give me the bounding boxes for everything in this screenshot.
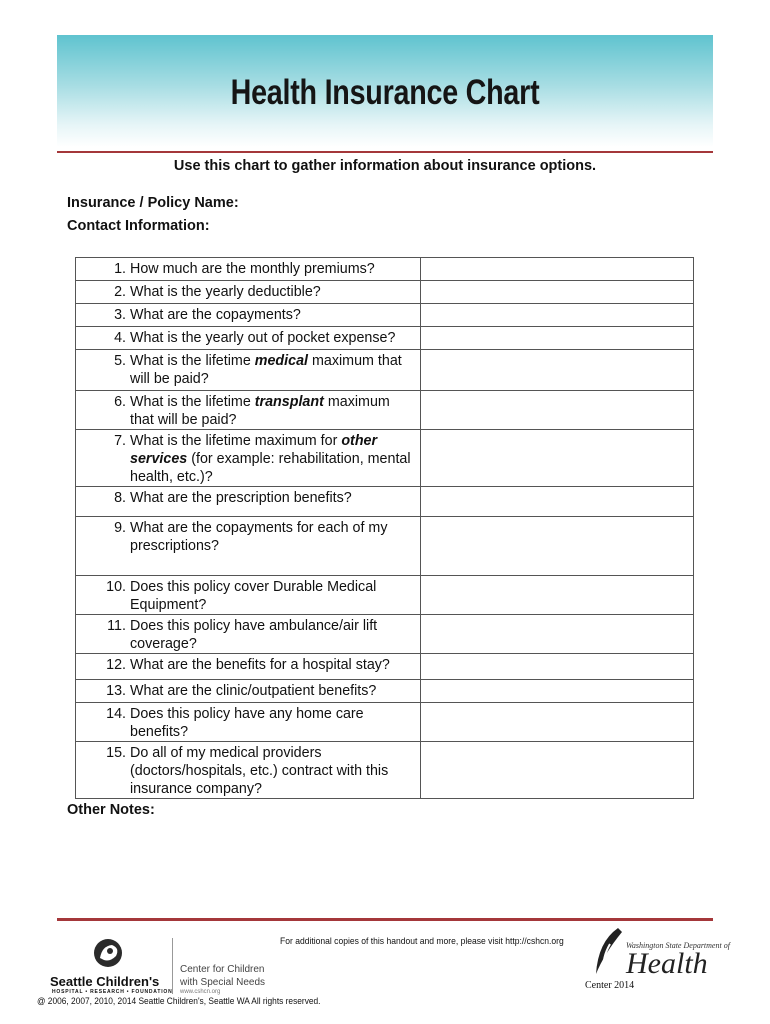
question-cell (76, 517, 421, 576)
seattle-childrens-tagline: HOSPITAL • RESEARCH • FOUNDATION (52, 989, 173, 995)
question-cell (76, 742, 421, 799)
wa-department-label: Washington State Department of (626, 941, 730, 950)
question-cell (76, 680, 421, 703)
question-text: What are the prescription benefits? (130, 490, 352, 506)
table-row (76, 350, 694, 391)
answer-cell[interactable] (420, 654, 693, 680)
answer-cell[interactable] (420, 350, 693, 391)
question-emphasis: other services (130, 433, 378, 467)
question-number: 12. (106, 657, 126, 673)
question-number: 5. (114, 353, 126, 369)
question-text (130, 352, 416, 388)
question-text: Do all of my medical providers (doctors/hospitals, etc.) contract with this insurance company? (130, 745, 389, 797)
answer-cell[interactable] (420, 615, 693, 654)
answer-cell[interactable] (420, 576, 693, 615)
question-cell (76, 576, 421, 615)
answer-cell[interactable] (420, 304, 693, 327)
question-text: What are the clinic/outpatient benefits? (130, 683, 377, 699)
question-text-part: (for example: rehabilitation, mental health, etc.)? (130, 451, 411, 485)
table-row (76, 258, 694, 281)
copies-note: For additional copies of this handout and more, please visit http://cshcn.org (280, 936, 564, 947)
table-row (76, 517, 694, 576)
answer-cell[interactable] (420, 680, 693, 703)
answer-cell[interactable] (420, 517, 693, 576)
question-text-part: What is the lifetime (130, 394, 255, 410)
question-cell (76, 654, 421, 680)
question-cell (76, 487, 421, 517)
table-row (76, 680, 694, 703)
cshcn-url: www.cshcn.org (180, 989, 221, 995)
question-cell (76, 258, 421, 281)
answer-cell[interactable] (420, 391, 693, 430)
question-number: 13. (106, 683, 126, 699)
subtitle: Use this chart to gather information about insurance options. (173, 158, 597, 174)
question-number: 8. (114, 490, 126, 506)
policy-name-label: Insurance / Policy Name: (67, 195, 239, 211)
question-text-part: What is the lifetime maximum for (130, 433, 342, 449)
table-row (76, 576, 694, 615)
question-cell (76, 703, 421, 742)
washington-health-logo-icon (590, 924, 630, 980)
questions-table (75, 257, 694, 799)
question-cell (76, 615, 421, 654)
copyright: @ 2006, 2007, 2010, 2014 Seattle Children's, Seattle WA All rights reserved. (37, 996, 321, 1007)
answer-cell[interactable] (420, 430, 693, 487)
table-row (76, 430, 694, 487)
question-cell (76, 327, 421, 350)
question-text: What is the yearly deductible? (130, 284, 321, 300)
question-emphasis: medical (254, 353, 308, 369)
question-cell (76, 304, 421, 327)
question-text: How much are the monthly premiums? (130, 261, 375, 277)
bottom-divider (57, 918, 713, 921)
question-text: Does this policy have any home care benefits? (130, 706, 364, 740)
other-notes-label: Other Notes: (67, 802, 155, 818)
answer-cell[interactable] (420, 742, 693, 799)
question-number: 10. (106, 579, 126, 595)
table-row (76, 615, 694, 654)
table-row (76, 654, 694, 680)
question-number: 1. (114, 261, 126, 277)
answer-cell[interactable] (420, 281, 693, 304)
page-title: Health Insurance Chart (230, 73, 540, 112)
wa-health-wordmark: Health (626, 947, 708, 980)
question-number: 9. (114, 520, 126, 536)
center-year: Center 2014 (585, 980, 635, 991)
question-number: 2. (114, 284, 126, 300)
question-text-part: maximum that will be paid? (130, 394, 390, 428)
question-cell (76, 281, 421, 304)
question-text (130, 432, 416, 486)
table-row (76, 304, 694, 327)
table-row (76, 487, 694, 517)
question-number: 15. (106, 745, 126, 761)
question-cell (76, 430, 421, 487)
contact-info-label: Contact Information: (67, 218, 210, 234)
table-row (76, 327, 694, 350)
cshcn-line-1: Center for Children (180, 964, 265, 975)
question-number: 3. (114, 307, 126, 323)
question-cell (76, 350, 421, 391)
question-number: 7. (114, 433, 126, 449)
answer-cell[interactable] (420, 487, 693, 517)
question-text-part: What is the lifetime (130, 353, 255, 369)
answer-cell[interactable] (420, 327, 693, 350)
question-text: What are the benefits for a hospital stay? (130, 657, 390, 673)
seattle-childrens-name: Seattle Children's (50, 974, 160, 989)
question-text: What are the copayments? (130, 307, 301, 323)
question-number: 14. (106, 706, 126, 722)
question-text: What are the copayments for each of my prescriptions? (130, 520, 388, 554)
question-cell (76, 391, 421, 430)
question-text-part: maximum that will be paid? (130, 353, 402, 387)
table-row (76, 391, 694, 430)
question-text: What is the yearly out of pocket expense? (130, 330, 396, 346)
answer-cell[interactable] (420, 703, 693, 742)
question-number: 6. (114, 394, 126, 410)
question-number: 11. (107, 618, 126, 634)
table-row (76, 703, 694, 742)
logo-divider (172, 938, 173, 994)
question-text: Does this policy cover Durable Medical Equipment? (130, 579, 377, 613)
question-text: Does this policy have ambulance/air lift coverage? (130, 618, 378, 652)
question-text (130, 393, 416, 429)
answer-cell[interactable] (420, 258, 693, 281)
table-row (76, 281, 694, 304)
cshcn-line-2: with Special Needs (180, 977, 266, 988)
top-divider (57, 151, 713, 153)
question-emphasis: transplant (254, 394, 324, 410)
question-number: 4. (114, 330, 126, 346)
table-row (76, 742, 694, 799)
